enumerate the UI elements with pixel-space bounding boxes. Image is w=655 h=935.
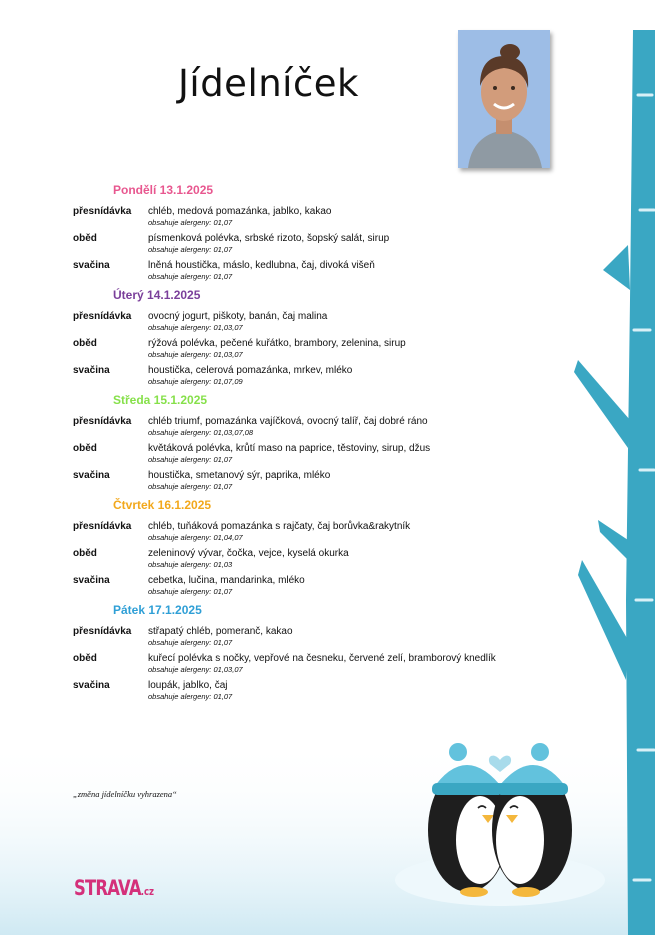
meal-name: svačina	[73, 575, 110, 586]
meal-row	[73, 206, 593, 230]
meal-name: přesnídávka	[73, 416, 132, 427]
meal-row	[73, 470, 593, 494]
meal-name: oběd	[73, 653, 97, 664]
meal-name: svačina	[73, 680, 110, 691]
meal-allergens: obsahuje alergeny: 01,04,07	[148, 533, 243, 542]
meal-allergens: obsahuje alergeny: 01,03	[148, 560, 233, 569]
logo-suffix: .cz	[140, 885, 155, 898]
meal-allergens: obsahuje alergeny: 01,07	[148, 218, 233, 227]
meal-allergens: obsahuje alergeny: 01,07	[148, 455, 233, 464]
meal-body	[148, 206, 593, 230]
meal-allergens: obsahuje alergeny: 01,03,07,08	[148, 428, 254, 437]
meal-food: květáková polévka, krůtí maso na paprice, těstoviny, sirup, džus	[148, 443, 431, 454]
cook-photo	[458, 30, 550, 168]
meal-row	[73, 233, 593, 257]
meal-food: rýžová polévka, pečené kuřátko, brambory, zelenina, sirup	[148, 338, 406, 349]
meal-name: přesnídávka	[73, 626, 132, 637]
meal-food: houstička, smetanový sýr, paprika, mléko	[148, 470, 331, 481]
day-heading: Čtvrtek 16.1.2025	[113, 498, 212, 512]
day-heading: Úterý 14.1.2025	[113, 288, 201, 302]
meal-allergens: obsahuje alergeny: 01,07,09	[148, 377, 243, 386]
meal-row	[73, 443, 593, 467]
meal-body	[148, 680, 593, 704]
meal-body	[148, 338, 593, 362]
meal-allergens: obsahuje alergeny: 01,03,07	[148, 665, 243, 674]
meal-name: oběd	[73, 443, 97, 454]
meal-food: chléb, tuňáková pomazánka s rajčaty, čaj borůvka&rakytník	[148, 521, 411, 532]
meal-allergens: obsahuje alergeny: 01,07	[148, 692, 233, 701]
meal-food: cebetka, lučina, mandarinka, mléko	[148, 575, 305, 586]
logo-brand: STRAVA	[74, 876, 141, 900]
meal-row	[73, 548, 593, 572]
meal-food: lněná houstička, máslo, kedlubna, čaj, divoká višeň	[148, 260, 375, 271]
meal-body	[148, 470, 593, 494]
meal-allergens: obsahuje alergeny: 01,07	[148, 245, 233, 254]
meal-body	[148, 416, 593, 440]
day-friday	[73, 603, 593, 704]
day-heading: Pátek 17.1.2025	[113, 603, 202, 617]
day-monday	[73, 183, 593, 284]
meal-name: oběd	[73, 338, 97, 349]
menu-change-note: „změna jídelníčku vyhrazena“	[73, 789, 177, 799]
meal-body	[148, 521, 593, 545]
meal-row	[73, 311, 593, 335]
meal-body	[148, 626, 593, 650]
meal-body	[148, 260, 593, 284]
meal-row	[73, 680, 593, 704]
meal-name: svačina	[73, 365, 110, 376]
meal-food: loupák, jablko, čaj	[148, 680, 228, 691]
meal-allergens: obsahuje alergeny: 01,07	[148, 482, 233, 491]
meal-food: houstička, celerová pomazánka, mrkev, mléko	[148, 365, 353, 376]
meal-row	[73, 338, 593, 362]
meal-body	[148, 311, 593, 335]
meal-food: střapatý chléb, pomeranč, kakao	[148, 626, 293, 637]
meal-row	[73, 365, 593, 389]
meal-row	[73, 575, 593, 599]
meal-allergens: obsahuje alergeny: 01,07	[148, 587, 233, 596]
meal-allergens: obsahuje alergeny: 01,07	[148, 272, 233, 281]
meal-allergens: obsahuje alergeny: 01,07	[148, 638, 233, 647]
meal-row	[73, 416, 593, 440]
day-heading: Středa 15.1.2025	[113, 393, 208, 407]
meal-row	[73, 653, 593, 677]
meal-allergens: obsahuje alergeny: 01,03,07	[148, 323, 243, 332]
meal-name: oběd	[73, 548, 97, 559]
meal-row	[73, 260, 593, 284]
strava-logo[interactable]	[74, 876, 154, 900]
day-wednesday	[73, 393, 593, 494]
day-thursday	[73, 498, 593, 599]
meal-allergens: obsahuje alergeny: 01,03,07	[148, 350, 243, 359]
meal-body	[148, 575, 593, 599]
meal-food: chléb, medová pomazánka, jablko, kakao	[148, 206, 332, 217]
meal-food: písmenková polévka, srbské rizoto, šopský salát, sirup	[148, 233, 390, 244]
meal-name: svačina	[73, 470, 110, 481]
meal-food: zeleninový vývar, čočka, vejce, kyselá okurka	[148, 548, 349, 559]
meal-food: kuřecí polévka s nočky, vepřové na česneku, červené zelí, bramborový knedlík	[148, 653, 496, 664]
day-tuesday	[73, 288, 593, 389]
meal-food: chléb triumf, pomazánka vajíčková, ovocný talíř, čaj dobré ráno	[148, 416, 428, 427]
meal-row	[73, 626, 593, 650]
meal-body	[148, 653, 593, 677]
meal-row	[73, 521, 593, 545]
day-heading: Pondělí 13.1.2025	[113, 183, 214, 197]
meal-body	[148, 548, 593, 572]
meal-food: ovocný jogurt, piškoty, banán, čaj malina	[148, 311, 328, 322]
meal-name: oběd	[73, 233, 97, 244]
weekly-menu	[73, 183, 593, 708]
portrait-icon	[458, 30, 550, 168]
meal-body	[148, 443, 593, 467]
meal-name: svačina	[73, 260, 110, 271]
meal-body	[148, 233, 593, 257]
meal-name: přesnídávka	[73, 521, 132, 532]
meal-name: přesnídávka	[73, 311, 132, 322]
meal-name: přesnídávka	[73, 206, 132, 217]
meal-body	[148, 365, 593, 389]
page-title: Jídelníček	[178, 62, 359, 105]
